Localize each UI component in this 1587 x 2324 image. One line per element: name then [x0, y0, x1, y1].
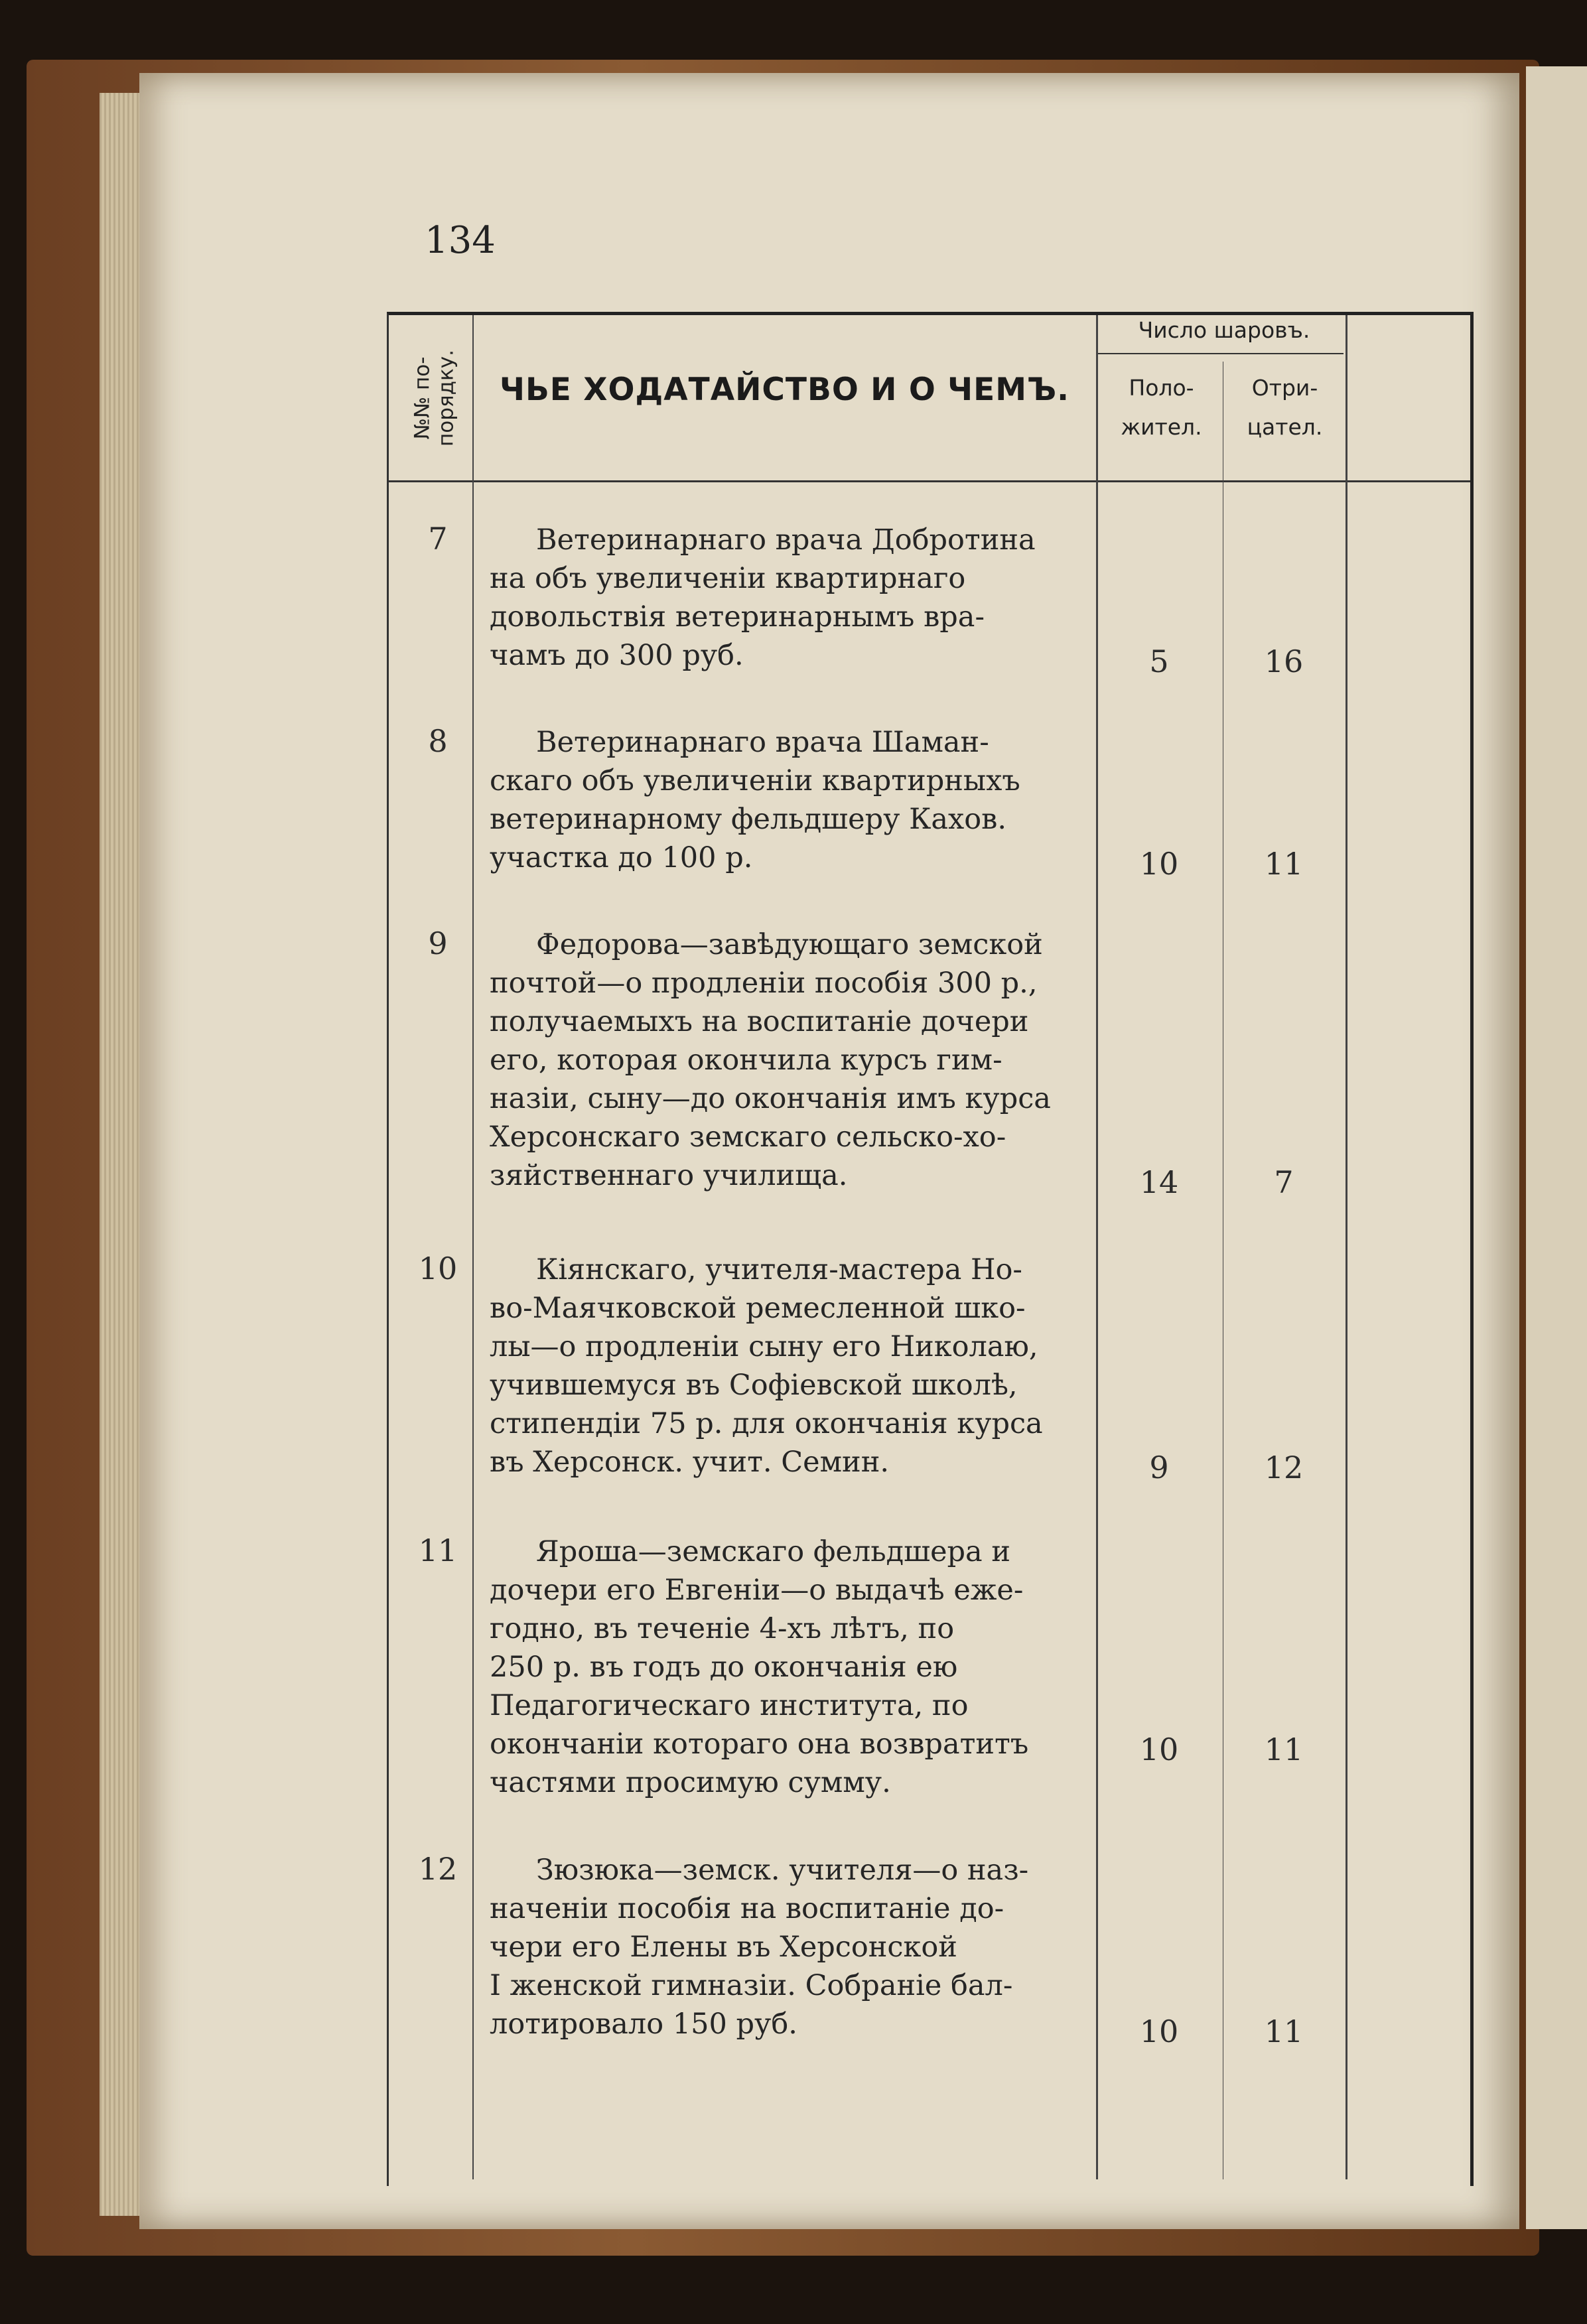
positive-count: 5	[1149, 644, 1169, 679]
negative-count: 16	[1264, 644, 1304, 679]
negative-header	[1224, 368, 1346, 447]
row-number: 10	[418, 1251, 458, 1286]
column-subject-header: ЧЬЕ ХОДАТАЙСТВО И О ЧЕМЪ.	[499, 372, 1070, 408]
votes-header: Число шаровъ.	[1138, 317, 1310, 343]
page-number: 134	[425, 219, 496, 262]
positive-count: 10	[1139, 1732, 1179, 1767]
positive-count: 14	[1139, 1164, 1179, 1200]
divider-right	[1346, 315, 1347, 2179]
negative-count: 11	[1264, 846, 1304, 882]
positive-header-line1: Поло-	[1129, 375, 1194, 401]
negative-count: 11	[1264, 1732, 1304, 1767]
divider-number	[472, 315, 474, 2179]
negative-count: 7	[1274, 1164, 1294, 1200]
positive-header	[1100, 368, 1223, 447]
positive-count: 10	[1139, 846, 1179, 882]
row-text: Кіянскаго, учителя-мастера Но- во-Маячковской ремесленной шко- лы—о продленіи сыну его Николаю, учившемуся въ Софіевской школѣ, стипендіи 75 р. для окончанія курса въ Херсонск. учит. Семин.	[490, 1253, 1043, 1479]
divider-subject	[1096, 315, 1098, 2179]
facing-page-edge	[1526, 66, 1587, 2229]
row-text: Ярошa—земскаго фельдшера и дочери его Евгеніи—о выдачѣ еже- годно, въ теченіе 4-хъ лѣтъ, по 250 р. въ годъ до окончанія ею Педагогическаго института, по окончаніи котораго она возвратитъ частями просимую сумму.	[490, 1535, 1029, 1799]
positive-header-line2: жител.	[1121, 414, 1202, 441]
row-number: 9	[428, 925, 448, 961]
column-number-header	[398, 318, 471, 478]
votes-subrule	[1098, 353, 1344, 354]
row-text: Зюзюка—земск. учителя—о наз- наченіи пособія на воспитаніе до- чери его Елены въ Херсонской I женской гимназіи. Собраніе бал- лотировало 150 руб.	[490, 1854, 1029, 2041]
row-number: 8	[428, 723, 448, 759]
negative-count: 12	[1264, 1450, 1304, 1485]
column-number-header-line1: №№ по-	[410, 356, 435, 440]
row-text: Ветеринарнаго врача Шаман- скаго объ увеличеніи квартирныхъ ветеринарному фельдшеру Кахов. участка до 100 р.	[490, 726, 1020, 874]
row-number: 7	[428, 521, 448, 557]
row-number: 12	[418, 1851, 458, 1887]
negative-header-line1: Отри-	[1251, 375, 1318, 401]
row-text: Ветеринарнаго врача Добротина на объ увеличеніи квартирнаго довольствія ветеринарнымъ вра- чамъ до 300 руб.	[490, 523, 1036, 672]
header-rule	[389, 480, 1470, 482]
positive-count: 10	[1139, 2014, 1179, 2049]
row-text: Федорова—завѣдующаго земской почтой—о продленіи пособія 300 р., получаемыхъ на воспитаніе дочери его, которая окончила курсъ гим- назіи, сыну—до окончанія имъ курса Херсонскаго земскаго сельско-хо- зяйственнаго училища.	[490, 928, 1051, 1192]
column-number-header-line2: порядку.	[434, 350, 458, 446]
negative-count: 11	[1264, 2014, 1304, 2049]
row-number: 11	[418, 1533, 458, 1568]
negative-header-line2: цател.	[1247, 414, 1323, 441]
positive-count: 9	[1149, 1450, 1169, 1485]
